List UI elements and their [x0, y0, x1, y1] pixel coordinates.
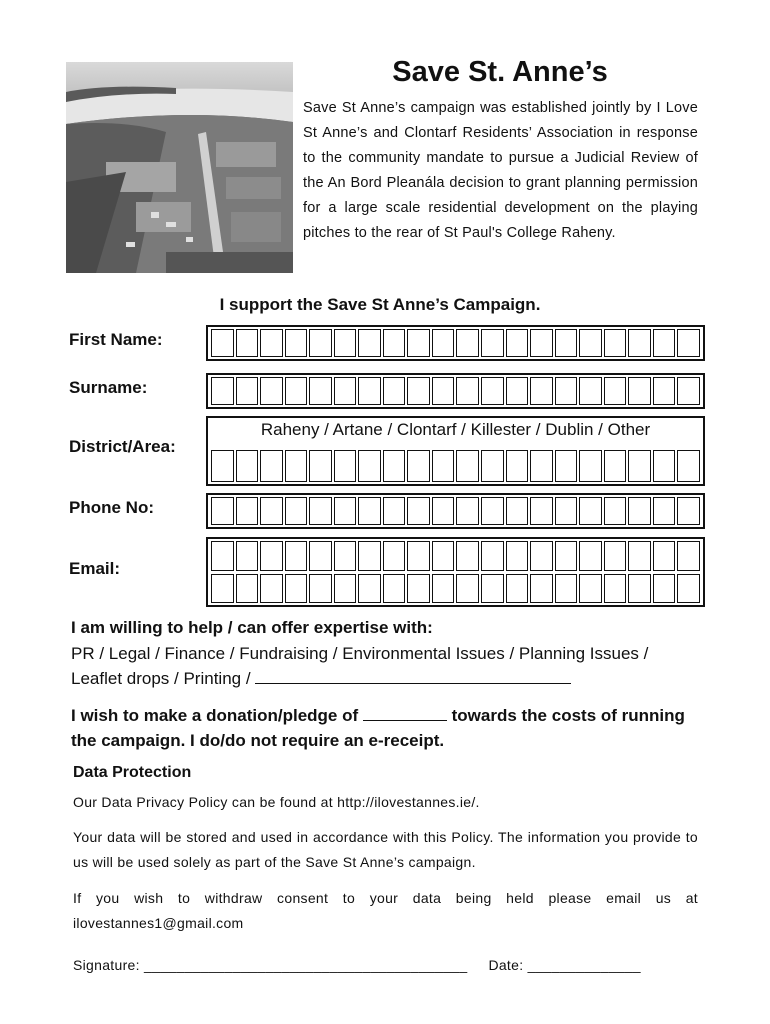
- signature-row: [73, 957, 641, 973]
- phone-label: Phone No:: [69, 498, 154, 517]
- privacy-policy-text: Our Data Privacy Policy can be found at http://ilovestannes.ie/.: [73, 794, 480, 810]
- page-title: Save St. Anne’s: [392, 56, 608, 88]
- other-expertise-line[interactable]: [255, 669, 571, 684]
- district-label: District/Area:: [69, 437, 176, 456]
- donation-amount-line[interactable]: [363, 706, 447, 721]
- surname-label: Surname:: [69, 378, 148, 397]
- signature-line[interactable]: ________________________________________: [144, 957, 468, 973]
- aerial-photo: [66, 62, 293, 273]
- help-options: PR / Legal / Finance / Fundraising / Environmental Issues / Planning Issues / Leaflet drops / Printing /: [71, 644, 649, 688]
- data-usage-text: Your data will be stored and used in accordance with this Policy. The information you provide to us will be used solely as part of the Save St Anne’s campaign.: [73, 829, 698, 870]
- date-line[interactable]: ______________: [527, 957, 641, 973]
- withdraw-consent-text: If you wish to withdraw consent to your data being held please email us at ilovestannes1@gmail.com: [73, 890, 698, 931]
- surname-field[interactable]: [206, 373, 705, 409]
- first-name-label: First Name:: [69, 330, 163, 349]
- phone-field[interactable]: [206, 493, 705, 529]
- signature-label: Signature:: [73, 957, 140, 973]
- district-options: Raheny / Artane / Clontarf / Killester / Dublin / Other: [260, 420, 651, 439]
- email-field[interactable]: [206, 537, 705, 607]
- help-heading: I am willing to help / can offer expertise with:: [71, 618, 433, 637]
- district-field[interactable]: [206, 416, 705, 486]
- intro-paragraph: Save St Anne’s campaign was established jointly by I Love St Anne’s and Clontarf Residents’ Association in response to the community mandate to pursue a Judicial Review of the An Bord Pleanála decision to grant planning permission for a large scale residential development on the playing pitches to the rear of St Paul's College Raheny.: [303, 100, 698, 241]
- email-label: Email:: [69, 559, 121, 578]
- form-heading: I support the Save St Anne’s Campaign.: [219, 295, 541, 314]
- donation-statement: I wish to make a donation/pledge of towards the costs of running the campaign. I do/do not require an e-receipt.: [71, 706, 685, 750]
- date-label: Date:: [488, 957, 524, 973]
- first-name-field[interactable]: [206, 325, 705, 361]
- data-protection-heading: Data Protection: [73, 764, 192, 781]
